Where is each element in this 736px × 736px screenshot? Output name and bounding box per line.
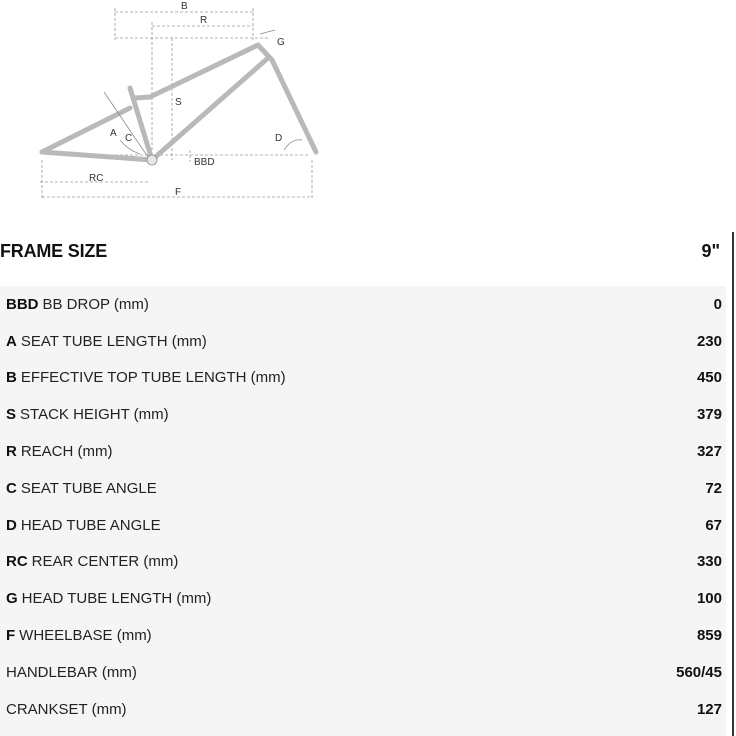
dim-label-bbd: BBD xyxy=(194,157,215,168)
row-code: D xyxy=(6,516,17,534)
table-row xyxy=(0,580,726,617)
row-value: 127 xyxy=(696,700,722,718)
row-label: REAR CENTER (mm) xyxy=(31,553,179,571)
row-label: CRANKSET (mm) xyxy=(6,700,127,718)
table-row xyxy=(0,323,726,360)
row-code: F xyxy=(6,627,16,645)
row-label: HEAD TUBE ANGLE xyxy=(20,516,161,534)
row-code: A xyxy=(6,332,17,350)
dim-label-rc: RC xyxy=(89,173,104,184)
row-label: SEAT TUBE LENGTH (mm) xyxy=(20,332,207,350)
dim-label-b: B xyxy=(181,1,188,12)
row-code: G xyxy=(6,590,18,608)
table-row xyxy=(0,286,726,323)
row-value: 67 xyxy=(705,516,722,534)
geometry-table xyxy=(0,286,726,736)
row-value: 450 xyxy=(696,369,722,387)
row-label: HEAD TUBE LENGTH (mm) xyxy=(21,590,212,608)
table-row xyxy=(0,433,726,470)
row-label: EFFECTIVE TOP TUBE LENGTH (mm) xyxy=(20,369,286,387)
dim-label-s: S xyxy=(175,97,182,108)
table-row xyxy=(0,507,726,544)
dim-label-a: A xyxy=(110,128,117,139)
row-value: 72 xyxy=(705,479,722,497)
row-label: WHEELBASE (mm) xyxy=(19,627,152,645)
row-value: 379 xyxy=(696,406,722,424)
scrollbar[interactable] xyxy=(732,232,734,736)
frame-geometry-diagram xyxy=(0,0,340,210)
row-code: B xyxy=(6,369,17,387)
row-label: BB DROP (mm) xyxy=(42,295,149,313)
row-value: 330 xyxy=(696,553,722,571)
table-row xyxy=(0,360,726,397)
table-row xyxy=(0,691,726,728)
frame-geometry-svg xyxy=(0,0,340,210)
row-code: RC xyxy=(6,553,28,571)
dim-label-g: G xyxy=(277,37,285,48)
row-label: SEAT TUBE ANGLE xyxy=(20,479,157,497)
frame-size-label: FRAME SIZE xyxy=(0,240,108,261)
dim-label-r: R xyxy=(200,15,208,26)
dim-label-f: F xyxy=(175,187,182,198)
table-row xyxy=(0,470,726,507)
row-label: REACH (mm) xyxy=(20,443,113,461)
table-row xyxy=(0,654,726,691)
dim-label-c: C xyxy=(125,133,133,144)
row-value: 230 xyxy=(696,332,722,350)
dim-label-d: D xyxy=(275,133,283,144)
row-code: S xyxy=(6,406,17,424)
row-value: 0 xyxy=(713,295,722,313)
row-label: STACK HEIGHT (mm) xyxy=(20,406,169,424)
table-row xyxy=(0,617,726,654)
row-code: C xyxy=(6,479,17,497)
row-code: BBD xyxy=(6,295,39,313)
table-row xyxy=(0,544,726,581)
table-row xyxy=(0,396,726,433)
row-code: R xyxy=(6,443,17,461)
frame-size-value: 9" xyxy=(701,240,720,261)
frame-size-header xyxy=(0,232,726,270)
row-value: 327 xyxy=(696,443,722,461)
row-value: 100 xyxy=(696,590,722,608)
row-value: 859 xyxy=(696,627,722,645)
row-value: 560/45 xyxy=(676,663,722,681)
row-label: HANDLEBAR (mm) xyxy=(6,663,137,681)
